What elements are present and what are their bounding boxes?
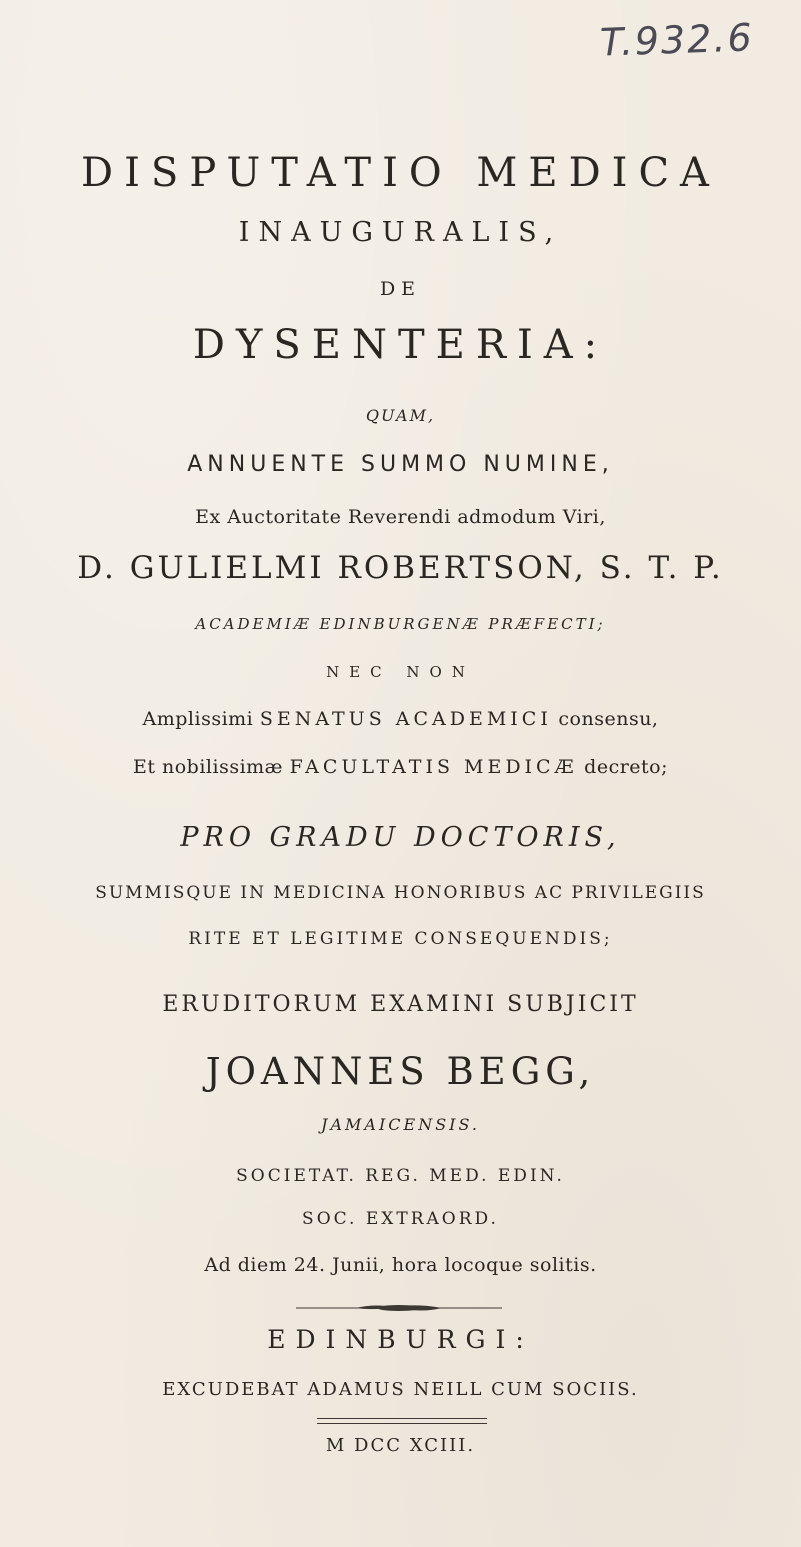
rite-line: RITE ET LEGITIME CONSEQUENDIS;	[188, 929, 613, 949]
senatus-academici: SENATUS ACADEMICI	[259, 708, 552, 730]
academiae-line: ACADEMIÆ EDINBURGENÆ PRÆFECTI;	[195, 615, 606, 633]
facultatis-medicae: FACULTATIS MEDICÆ	[289, 756, 578, 778]
author-origin: JAMAICENSIS.	[321, 1115, 480, 1134]
quam-line: QUAM,	[365, 406, 436, 425]
amplissimi-prefix: Amplissimi	[142, 708, 254, 730]
handwritten-call-number: T.932.6	[599, 15, 755, 65]
et-prefix: Et nobilissimæ	[132, 756, 284, 778]
et-suffix: decreto;	[584, 756, 669, 778]
subject-title: DYSENTERIA:	[192, 322, 609, 368]
society-line-1: SOCIETAT. REG. MED. EDIN.	[236, 1166, 565, 1186]
principal-name: D. GULIELMI ROBERTSON, S. T. P.	[77, 550, 724, 586]
society-line-2: SOC. EXTRAORD.	[302, 1209, 499, 1229]
double-rule-bottom	[317, 1423, 487, 1424]
place-of-publication: EDINBURGI:	[267, 1325, 534, 1354]
nobilissimae-line	[0, 756, 801, 778]
double-rule-top	[317, 1418, 487, 1419]
annuente-line: ANNUENTE SUMMO NUMINE,	[187, 452, 614, 477]
publication-year: M DCC XCIII.	[325, 1435, 476, 1456]
de-line: DE	[379, 278, 422, 300]
ornament-divider	[296, 1303, 502, 1313]
amplissimi-line	[0, 708, 801, 730]
title-line-2: INAUGURALIS,	[238, 217, 563, 248]
nec-non-line: NEC NON	[326, 663, 475, 681]
author-name: JOANNES BEGG,	[205, 1050, 596, 1093]
amplissimi-suffix: consensu,	[558, 708, 659, 730]
pro-gradu-line: PRO GRADU DOCTORIS,	[180, 822, 621, 853]
summisque-line: SUMMISQUE IN MEDICINA HONORIBUS AC PRIVILEGIIS	[95, 883, 706, 903]
title-line-1: DISPUTATIO MEDICA	[81, 150, 720, 196]
eruditorum-line: ERUDITORUM EXAMINI SUBJICIT	[162, 992, 639, 1017]
ad-diem-line: Ad diem 24. Junii, hora locoque solitis.	[204, 1254, 597, 1276]
ex-auctoritate-line: Ex Auctoritate Reverendi admodum Viri,	[195, 506, 606, 528]
printer-line: EXCUDEBAT ADAMUS NEILL CUM SOCIIS.	[162, 1379, 639, 1400]
